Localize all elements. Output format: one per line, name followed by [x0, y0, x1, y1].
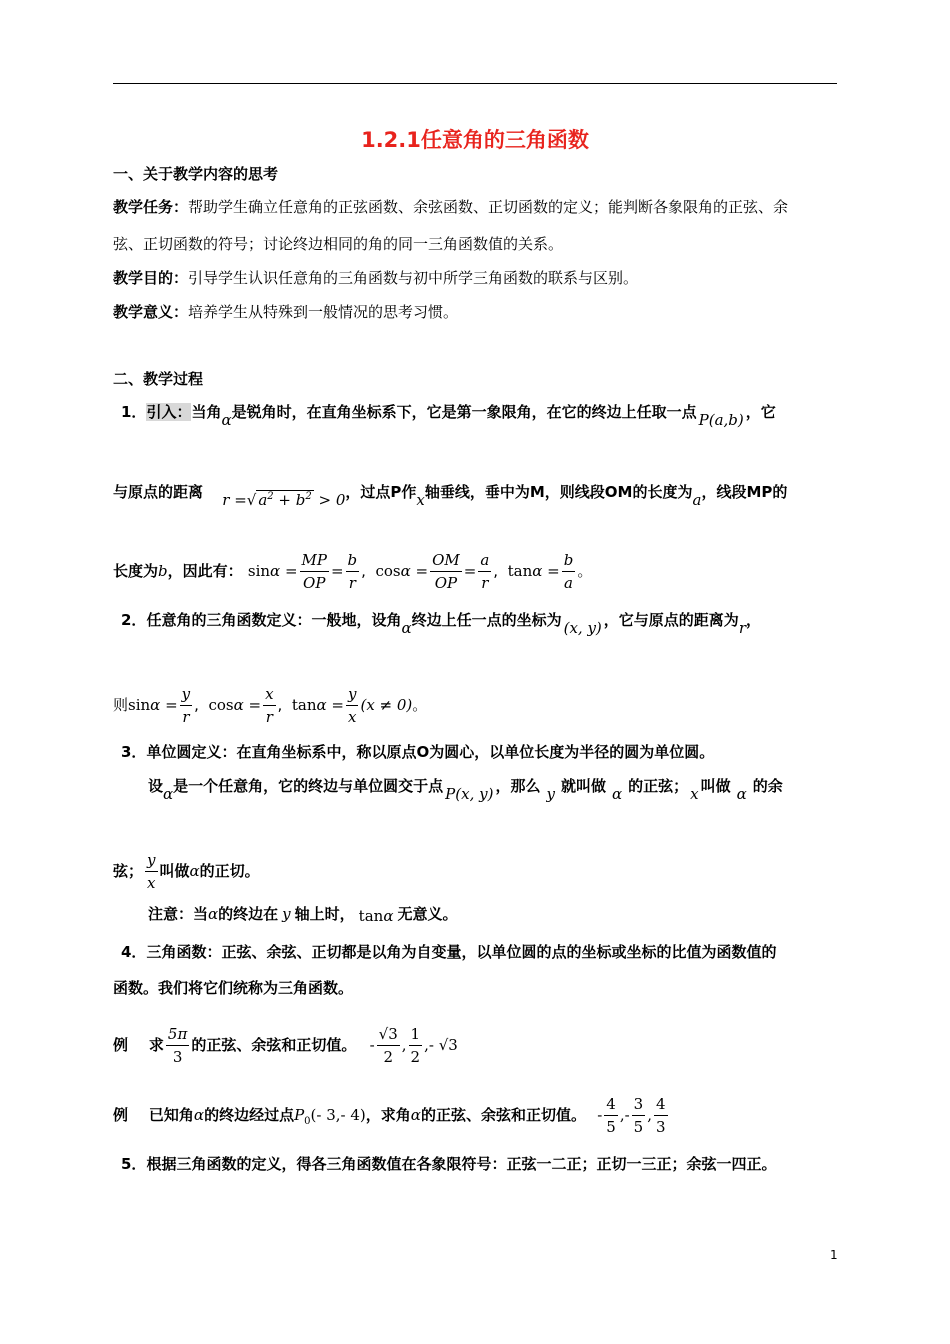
item3-line3: 弦； $\frac{y}{x}$ 叫做α的正切。 [113, 851, 260, 892]
item1-text-d: 与原点的距离 [113, 483, 204, 501]
item1-line3: 长度为b，因此有： sinα = $\frac{MP}{OP}$ = $\frac{b}{r}$ , cosα = $\frac{OM}{OP}$ = $\frac{a}{r}$ , tanα = $\frac{b}{a}$ 。 [113, 551, 593, 592]
goal-label: 教学目的： [113, 269, 189, 287]
example1-answer: - $\frac{√3}{2}$ , $\frac{1}{2}$ ,- √3 [369, 1025, 458, 1066]
a-symbol: a [692, 491, 702, 509]
item2-line2: 则sinα = $\frac{y}{r}$ , cosα = $\frac{x}{r}$ , tanα = $\frac{y}{x}$ (x ≠ 0)。 [113, 685, 428, 726]
item2-line1: 2．任意角的三角函数定义：一般地，设角α终边上任一点的坐标为 (x, y) ，它与原点的距离为r， [121, 611, 761, 637]
item1-text-a: 当角 [191, 403, 222, 421]
item2-text-c: ，它与原点的距离为 [603, 611, 739, 629]
item2-number: 2． [121, 611, 147, 629]
teaching-meaning [113, 302, 458, 322]
item4-line2: 函数。我们将它们统称为三角函数。 [113, 979, 354, 997]
alpha-symbol: α [221, 411, 232, 429]
example2-answer: - $\frac{4}{5}$ ,- $\frac{3}{5}$ , $\frac{4}{3}$ [597, 1095, 666, 1136]
item4-number: 4． [121, 943, 147, 961]
point-pab: P(a,b) [698, 411, 744, 429]
item2-text-d: 则 [113, 696, 129, 714]
teaching-task-line1 [113, 197, 788, 217]
item1-label: 引入： [146, 403, 192, 421]
item1-text-c: ，它 [745, 403, 776, 421]
item5-number: 5． [121, 1155, 147, 1173]
meaning-label: 教学意义： [113, 303, 189, 321]
task-text1: 帮助学生确立任意角的正弦函数、余弦函数、正切函数的定义；能判断各象限角的正弦、余 [188, 198, 789, 216]
item1-text-i: ，因此有： [167, 562, 243, 580]
item1-number: 1． [121, 403, 147, 421]
meaning-text: 培养学生从特殊到一般情况的思考习惯。 [188, 303, 459, 321]
section1-heading: 一、关于教学内容的思考 [113, 165, 279, 183]
item2-text-a: 任意角的三角函数定义：一般地，设角 [146, 611, 402, 629]
item1-text-g: ，线段MP的 [701, 483, 788, 501]
item1-line2 [113, 479, 788, 509]
item1-text-h: 长度为 [113, 562, 159, 580]
item3-line2: 设α是一个任意角，它的终边与单位圆交于点 P(x, y) ，那么 y 就叫做 α 的正弦； x 叫做 α 的余 [148, 777, 783, 803]
distance-formula: r =√ $a^2 + b^2 > 0$ [222, 491, 346, 509]
teaching-task-line2: 弦、正切函数的符号；讨论终边相同的角的同一三角函数值的关系。 [113, 235, 564, 253]
item1-text-b: 是锐角时，在直角坐标系下，它是第一象限角，在它的终边上任取一点 [231, 403, 697, 421]
item3-number: 3． [121, 743, 147, 761]
item3-line1 [121, 742, 714, 762]
x-symbol: x [416, 491, 425, 509]
task-label: 教学任务： [113, 198, 189, 216]
item1-line1 [121, 402, 776, 429]
page-title: 1.2.1任意角的三角函数 [361, 128, 589, 152]
example2: 例 已知角α的终边经过点$P_0(-$ 3,- 4)，求角α的正弦、余弦和正切值。 - $\frac{4}{5}$ ,- $\frac{3}{5}$ , $\frac{4}{3}$ [113, 1092, 670, 1145]
trig-ratios-formula: sinα = $\frac{MP}{OP}$ = $\frac{b}{r}$ , cosα = $\frac{OM}{OP}$ = $\frac{a}{r}$ , tanα = $\frac{b}{a}$ 。 [247, 551, 593, 592]
item3-text-a: 单位圆定义：在直角坐标系中，称以原点O为圆心，以单位长度为半径的圆为单位圆。 [146, 743, 715, 761]
item2-text-b: 终边上任一点的坐标为 [411, 611, 562, 629]
item1-text-f: 轴垂线，垂中为M，则线段OM的长度为 [424, 483, 693, 501]
item5-line: 5．根据三角函数的定义，得各三角函数值在各象限符号：正弦一二正；正切一三正；余弦一四正。 [121, 1155, 777, 1173]
note-line: 注意：当α的终边在 y 轴上时， tanα 无意义。 [148, 905, 458, 925]
goal-text: 引导学生认识任意角的三角函数与初中所学三角函数的联系与区别。 [188, 269, 639, 287]
page-number: 1 [830, 1248, 838, 1262]
example1: 例 求 $\frac{5\pi}{3}$ 的正弦、余弦和正切值。 - $\frac{√3}{2}$ , $\frac{1}{2}$ ,- √3 [113, 1025, 458, 1066]
teaching-goal [113, 268, 638, 288]
item1-text-e: ，过点P作 [345, 483, 417, 501]
section2-heading: 二、教学过程 [113, 370, 204, 388]
item4-line1: 4．三角函数：正弦、余弦、正切都是以角为自变量，以单位圆的点的坐标或坐标的比值为函数值的 [121, 943, 777, 961]
header-rule [113, 83, 837, 84]
